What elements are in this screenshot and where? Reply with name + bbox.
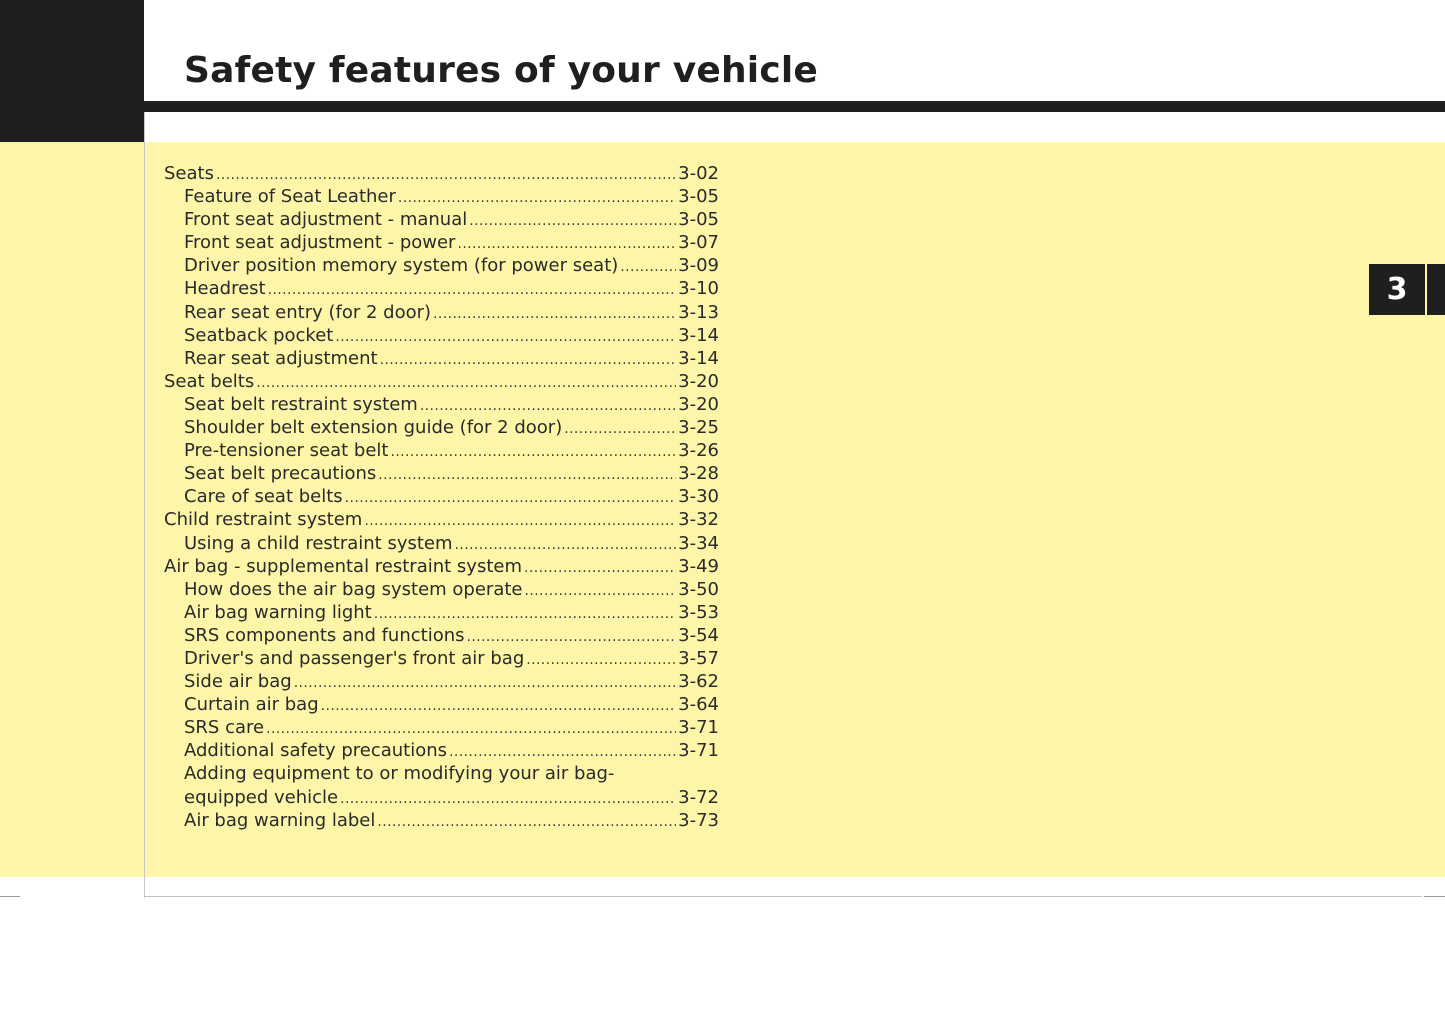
toc-entry-row — [184, 601, 719, 624]
toc-page-number: 3-54 — [678, 624, 719, 646]
toc-entry[interactable] — [164, 254, 719, 277]
toc-page-number: 3-02 — [678, 163, 719, 184]
toc-entry-row — [184, 301, 719, 324]
toc-dot-leader — [294, 672, 676, 693]
toc-dot-leader — [469, 210, 676, 231]
toc-entry[interactable] — [164, 416, 719, 439]
toc-dot-leader — [526, 649, 676, 670]
table-of-contents — [164, 162, 719, 832]
toc-dot-leader — [216, 164, 676, 185]
toc-page-number: 3-32 — [678, 509, 719, 531]
toc-dot-leader — [457, 233, 676, 254]
toc-page-number: 3-71 — [678, 740, 719, 762]
toc-dot-leader — [525, 580, 677, 601]
toc-entry[interactable] — [164, 185, 719, 208]
left-margin-panel — [0, 142, 144, 877]
toc-entry-label: Seat belts — [164, 370, 255, 392]
toc-dot-leader — [455, 534, 677, 555]
toc-entry[interactable] — [164, 485, 719, 508]
chapter-tab[interactable]: 3 — [1369, 264, 1425, 315]
toc-entry[interactable] — [164, 555, 719, 578]
toc-dot-leader — [374, 603, 676, 624]
toc-entry-row — [184, 624, 719, 647]
toc-dot-leader — [335, 326, 676, 347]
title-rule — [144, 101, 1445, 112]
toc-page-number: 3-10 — [678, 278, 719, 300]
toc-entry[interactable] — [164, 324, 719, 347]
toc-entry-label: Air bag warning label — [184, 809, 376, 831]
toc-page-number: 3-53 — [678, 601, 719, 623]
toc-entry[interactable] — [164, 809, 719, 832]
toc-dot-leader — [449, 741, 676, 762]
toc-entry-label: Rear seat adjustment — [184, 347, 378, 369]
toc-entry-row — [184, 393, 719, 416]
toc-dot-leader — [380, 349, 677, 370]
toc-dot-leader — [345, 487, 676, 508]
margin-divider — [144, 112, 145, 898]
toc-page-number: 3-20 — [678, 370, 719, 392]
toc-dot-leader — [321, 695, 677, 716]
toc-page-number: 3-34 — [678, 532, 719, 554]
toc-page-number: 3-30 — [678, 486, 719, 508]
toc-entry-label: How does the air bag system operate — [184, 578, 523, 600]
toc-dot-leader — [467, 626, 677, 647]
chapter-tab-edge — [1427, 264, 1445, 315]
toc-entry-row — [184, 277, 719, 300]
toc-dot-leader — [340, 788, 676, 809]
toc-entry[interactable] — [164, 162, 719, 185]
toc-entry-row — [184, 809, 719, 832]
toc-entry[interactable] — [164, 647, 719, 670]
toc-entry-label: Air bag - supplemental restraint system — [164, 555, 523, 577]
toc-page-number: 3-49 — [678, 555, 719, 577]
bottom-rule — [144, 896, 1422, 897]
toc-entry-row — [184, 185, 719, 208]
toc-entry-row — [184, 254, 719, 277]
toc-page-number: 3-71 — [678, 717, 719, 739]
toc-dot-leader — [420, 395, 676, 416]
toc-page-number: 3-07 — [678, 232, 719, 254]
toc-dot-leader — [390, 441, 676, 462]
toc-entry[interactable] — [164, 532, 719, 555]
toc-entry-row-continued — [184, 786, 719, 809]
toc-entry-row — [184, 532, 719, 555]
toc-entry-label: Feature of Seat Leather — [184, 186, 396, 208]
toc-page-number: 3-73 — [678, 809, 719, 831]
toc-page-number: 3-64 — [678, 694, 719, 716]
toc-entry[interactable] — [164, 277, 719, 300]
toc-entry-label: SRS care — [184, 717, 265, 739]
toc-page-number: 3-14 — [678, 347, 719, 369]
toc-entry-row — [184, 462, 719, 485]
toc-entry-label-continued: equipped vehicle — [184, 786, 339, 808]
toc-entry-label: Curtain air bag — [184, 694, 319, 716]
toc-entry-label: Seats — [164, 163, 214, 184]
toc-dot-leader — [524, 557, 676, 578]
toc-entry-label: Additional safety precautions — [184, 740, 448, 762]
toc-entry-row — [164, 162, 719, 185]
toc-page-number: 3-26 — [678, 440, 719, 462]
toc-page-number: 3-72 — [678, 786, 719, 808]
crop-mark-left — [0, 896, 20, 897]
toc-entry[interactable] — [164, 601, 719, 624]
toc-entry[interactable] — [164, 670, 719, 693]
toc-page-number: 3-62 — [678, 671, 719, 693]
toc-entry-label: Rear seat entry (for 2 door) — [184, 301, 432, 323]
toc-entry-row — [184, 231, 719, 254]
toc-entry-row — [164, 508, 719, 531]
toc-entry[interactable] — [164, 439, 719, 462]
toc-entry-label: SRS components and functions — [184, 624, 465, 646]
toc-page-number: 3-57 — [678, 647, 719, 669]
toc-entry-row — [184, 716, 719, 739]
toc-entry-row — [184, 578, 719, 601]
crop-mark-right — [1424, 896, 1445, 897]
toc-entry[interactable] — [164, 393, 719, 416]
toc-entry-label: Air bag warning light — [184, 601, 372, 623]
toc-entry-label: Front seat adjustment - power — [184, 232, 456, 254]
toc-entry-row — [164, 370, 719, 393]
toc-page-number: 3-25 — [678, 417, 719, 439]
toc-entry-row — [184, 693, 719, 716]
toc-entry-row — [184, 347, 719, 370]
toc-entry-row — [164, 555, 719, 578]
toc-entry-row — [184, 670, 719, 693]
toc-entry-label: Care of seat belts — [184, 486, 343, 508]
toc-entry[interactable] — [164, 370, 719, 393]
toc-page-number: 3-28 — [678, 463, 719, 485]
toc-entry-row — [184, 647, 719, 670]
toc-entry-row — [184, 762, 719, 808]
toc-page-number: 3-09 — [678, 255, 719, 277]
toc-entry-label: Adding equipment to or modifying your air bag- — [184, 763, 615, 785]
toc-entry[interactable] — [164, 762, 719, 808]
toc-entry-label: Child restraint system — [164, 509, 363, 531]
toc-entry[interactable] — [164, 739, 719, 762]
toc-page-number: 3-14 — [678, 324, 719, 346]
toc-dot-leader — [620, 256, 676, 277]
toc-entry-label: Seatback pocket — [184, 324, 334, 346]
toc-dot-leader — [398, 187, 676, 208]
toc-page-number: 3-13 — [678, 301, 719, 323]
toc-entry-row — [184, 416, 719, 439]
toc-entry-label: Shoulder belt extension guide (for 2 door) — [184, 417, 563, 439]
toc-entry-row — [184, 439, 719, 462]
toc-entry[interactable] — [164, 508, 719, 531]
toc-entry[interactable] — [164, 693, 719, 716]
toc-entry[interactable] — [164, 208, 719, 231]
toc-entry[interactable] — [164, 347, 719, 370]
toc-page-number: 3-50 — [678, 578, 719, 600]
toc-entry-row — [184, 208, 719, 231]
toc-entry-label: Using a child restraint system — [184, 532, 453, 554]
toc-dot-leader — [564, 418, 676, 439]
toc-entry-label: Seat belt restraint system — [184, 393, 418, 415]
toc-entry-label: Driver position memory system (for power seat) — [184, 255, 619, 277]
toc-dot-leader — [268, 279, 677, 300]
toc-page-number: 3-20 — [678, 393, 719, 415]
corner-block — [0, 0, 144, 142]
toc-entry-label: Side air bag — [184, 671, 292, 693]
toc-entry-row — [184, 739, 719, 762]
toc-page-number: 3-05 — [678, 209, 719, 231]
toc-entry[interactable] — [164, 716, 719, 739]
toc-entry[interactable] — [164, 231, 719, 254]
toc-entry-label: Seat belt precautions — [184, 463, 377, 485]
toc-entry-row — [184, 324, 719, 347]
toc-dot-leader — [378, 464, 676, 485]
toc-entry-label: Driver's and passenger's front air bag — [184, 647, 525, 669]
toc-entry[interactable] — [164, 301, 719, 324]
toc-page-number: 3-05 — [678, 186, 719, 208]
toc-entry-label: Pre-tensioner seat belt — [184, 440, 389, 462]
toc-entry-label: Headrest — [184, 278, 266, 300]
toc-dot-leader — [364, 510, 676, 531]
toc-entry[interactable] — [164, 462, 719, 485]
toc-entry-row — [184, 485, 719, 508]
page-title: Safety features of your vehicle — [184, 50, 819, 91]
toc-entry[interactable] — [164, 578, 719, 601]
toc-dot-leader — [256, 372, 676, 393]
toc-dot-leader — [377, 811, 676, 832]
toc-dot-leader — [433, 303, 676, 324]
toc-entry[interactable] — [164, 624, 719, 647]
toc-entry-label: Front seat adjustment - manual — [184, 209, 468, 231]
toc-dot-leader — [266, 718, 676, 739]
